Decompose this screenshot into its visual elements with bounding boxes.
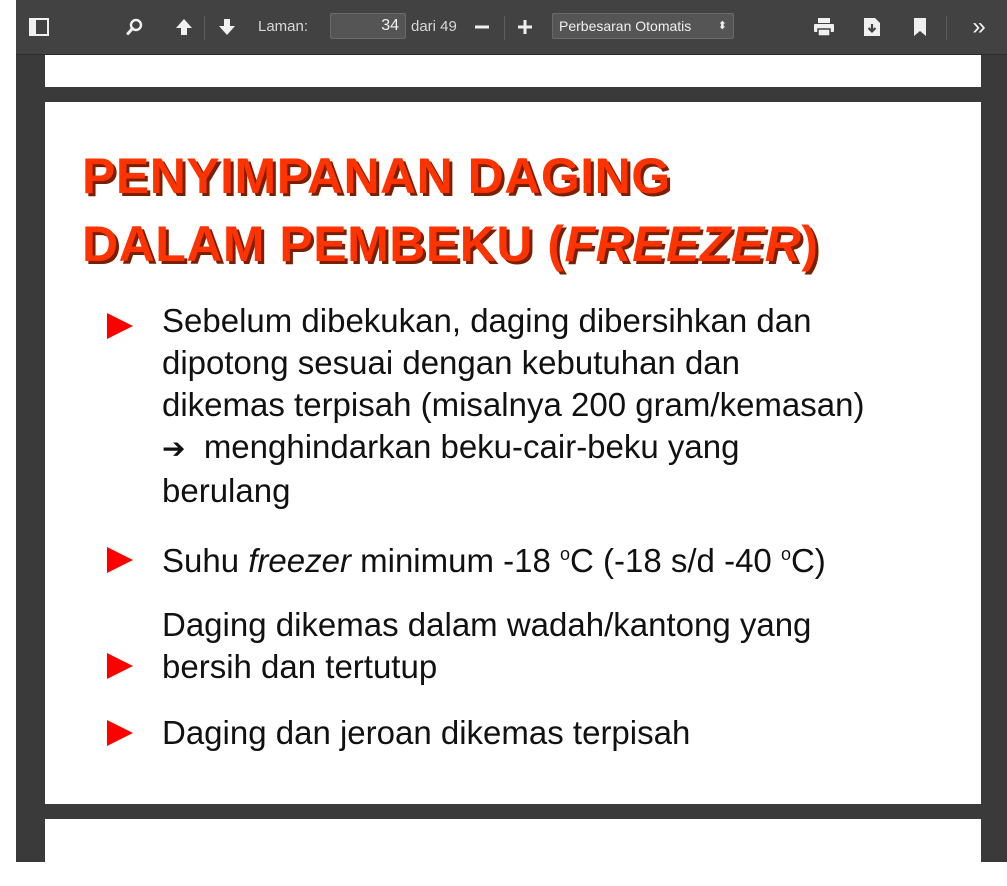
slide-title-line1: PENYIMPANAN DAGING bbox=[82, 148, 671, 204]
page-number-input[interactable]: 34 bbox=[330, 13, 406, 39]
bullet-line: dipotong sesuai dengan kebutuhan dan bbox=[162, 344, 740, 381]
bullet-line bbox=[162, 426, 864, 470]
bullet-triangle-icon bbox=[107, 653, 133, 679]
zoom-select-value: Perbesaran Otomatis bbox=[559, 18, 692, 34]
list-item bbox=[90, 300, 950, 510]
bullet-triangle-icon bbox=[107, 547, 133, 573]
bullet-line: Daging dikemas dalam wadah/kantong yang bbox=[162, 606, 812, 643]
bullet-line: bersih dan tertutup bbox=[162, 648, 438, 685]
previous-page-icon[interactable] bbox=[171, 14, 197, 40]
slide-title bbox=[82, 142, 962, 278]
pdf-toolbar bbox=[16, 0, 1007, 55]
bullet-triangle-icon bbox=[107, 313, 133, 339]
toolbar-separator bbox=[946, 16, 947, 40]
tools-menu-icon[interactable]: » bbox=[972, 13, 986, 40]
bullet-line: dikemas terpisah (misalnya 200 gram/kemasan) bbox=[162, 386, 865, 423]
page-bottom-margin bbox=[0, 862, 1007, 886]
bullet-text bbox=[162, 604, 811, 688]
bullet-text bbox=[162, 300, 864, 512]
title-suffix: ) bbox=[801, 216, 819, 272]
bullet-text-part: Suhu bbox=[162, 542, 249, 579]
next-page-sheet bbox=[45, 819, 981, 862]
zoom-out-icon[interactable] bbox=[469, 14, 495, 40]
sidebar-toggle-icon[interactable] bbox=[26, 14, 52, 40]
bullet-line: Daging dan jeroan dikemas terpisah bbox=[162, 714, 691, 751]
bullet-text-part: C) bbox=[790, 542, 826, 579]
print-icon[interactable] bbox=[810, 14, 838, 40]
zoom-in-icon[interactable] bbox=[512, 14, 538, 40]
bullet-line: berulang bbox=[162, 472, 291, 509]
next-page-icon[interactable] bbox=[214, 14, 240, 40]
bullet-text-part: C (-18 s/d -40 bbox=[570, 542, 781, 579]
select-arrows-icon: ⬍ bbox=[717, 20, 727, 32]
previous-page-sheet bbox=[45, 55, 981, 87]
bookmark-icon[interactable] bbox=[907, 14, 933, 40]
page-label: Laman: bbox=[258, 18, 309, 35]
degree-sup: o bbox=[560, 544, 571, 564]
bullet-text bbox=[162, 540, 826, 582]
right-arrow-icon: ➔ bbox=[162, 432, 186, 465]
bullet-line: Sebelum dibekukan, daging dibersihkan dan bbox=[162, 302, 812, 339]
toolbar-separator bbox=[504, 16, 505, 40]
list-item bbox=[90, 540, 950, 582]
search-icon[interactable] bbox=[122, 14, 148, 40]
list-item bbox=[90, 712, 950, 754]
bullet-triangle-icon bbox=[107, 720, 133, 746]
title-prefix: DALAM PEMBEKU ( bbox=[82, 216, 565, 272]
toolbar-separator bbox=[204, 16, 205, 40]
degree-sup: o bbox=[780, 544, 791, 564]
page-total: dari 49 bbox=[411, 18, 457, 35]
bullet-text-italic: freezer bbox=[248, 542, 351, 579]
slide-title-line2 bbox=[82, 210, 962, 278]
zoom-select[interactable] bbox=[552, 13, 734, 39]
list-item bbox=[90, 604, 950, 688]
download-icon[interactable] bbox=[859, 14, 885, 40]
bullet-text-part: minimum -18 bbox=[350, 542, 561, 579]
bullet-text bbox=[162, 712, 690, 754]
bullet-line-text: menghindarkan beku-cair-beku yang bbox=[203, 428, 740, 465]
title-italic: FREEZER bbox=[564, 216, 802, 272]
